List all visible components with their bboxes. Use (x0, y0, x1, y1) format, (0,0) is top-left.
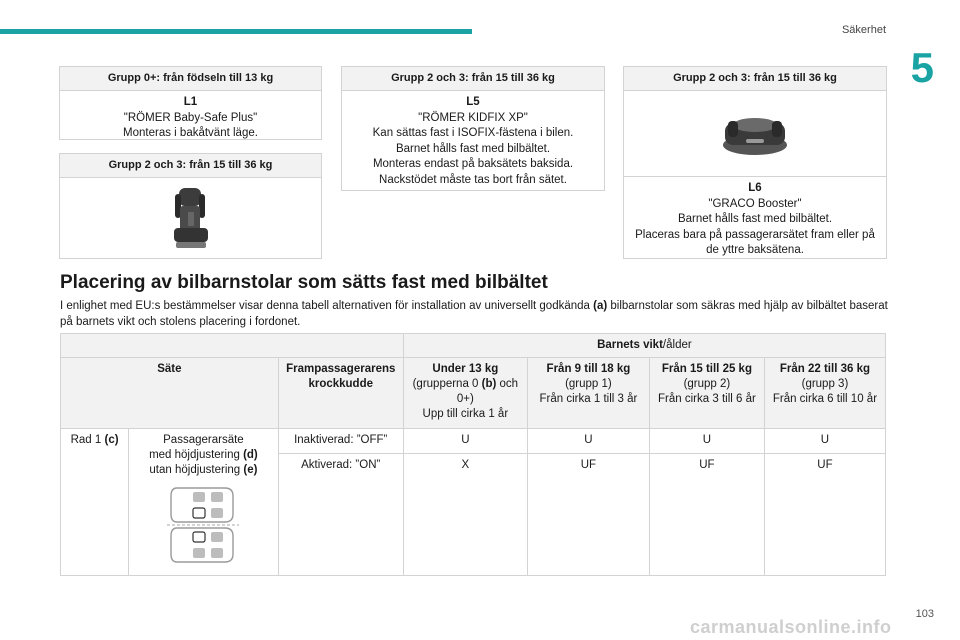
col-weight: Från 15 till 25 kg (661, 363, 752, 375)
row-label (61, 429, 129, 576)
car-seat-position-icon (167, 484, 239, 566)
cell-value: X (403, 453, 527, 575)
col-group (409, 377, 522, 407)
chapter-number: 5 (910, 44, 934, 91)
intro-paragraph (60, 298, 890, 330)
card-title: Grupp 2 och 3: från 15 till 36 kg (624, 67, 886, 91)
seat-line-text: med höjdjustering (149, 449, 244, 461)
seat-card-l1 (59, 66, 322, 140)
col-group: (grupp 1) (565, 378, 612, 390)
seat-line-text: utan höjdjustering (149, 464, 244, 476)
col-weight: Från 9 till 18 kg (546, 363, 631, 375)
cell-value: UF (764, 453, 885, 575)
seat-code: L6 (748, 182, 762, 194)
card-body (624, 177, 886, 264)
cell-value: U (403, 429, 527, 454)
col-airbag: Frampassagerarens krockkudde (278, 358, 403, 429)
seat-note: Kan sättas fast i ISOFIX-fästena i bilen. (372, 127, 574, 139)
cell-value: UF (527, 453, 649, 575)
seat-line (134, 448, 273, 463)
col-age: Upp till cirka 1 år (422, 408, 509, 420)
col-group-text: (grupperna 0 (412, 378, 482, 390)
card-title: Grupp 2 och 3: från 15 till 36 kg (342, 67, 604, 91)
col-age: Från cirka 1 till 3 år (539, 393, 638, 405)
card-title: Grupp 2 och 3: från 15 till 36 kg (60, 154, 321, 178)
booster-cushion-image (624, 91, 886, 177)
seat-name: "GRACO Booster" (708, 197, 802, 210)
col-group: (grupp 3) (801, 378, 849, 390)
footnote-ref: (e) (243, 464, 258, 476)
footnote-ref: (b) (481, 378, 497, 390)
seat-note: Barnet hålls fast med bilbältet. (395, 142, 551, 155)
card-body (342, 91, 604, 193)
col-group-0 (403, 358, 527, 429)
table-header-row (61, 358, 886, 429)
cell-value: U (527, 429, 649, 454)
cell-value: U (764, 429, 885, 454)
col-age: Från cirka 6 till 10 år (772, 393, 878, 405)
seat-note: Nackstödet måste tas bort från sätet. (379, 173, 567, 186)
col-seat: Säte (61, 358, 279, 429)
booster-cushion-icon (720, 109, 790, 159)
airbag-on: Aktiverad: ”ON” (278, 453, 403, 575)
weight-header-suffix: /ålder (662, 339, 692, 351)
footnote-ref: (a) (593, 300, 608, 312)
table-header-row (61, 334, 886, 358)
col-group-3 (764, 358, 885, 429)
seat-card-l6 (623, 66, 887, 259)
seat-name: "RÖMER Baby-Safe Plus" (123, 111, 258, 124)
seat-note: Monteras i bakåtvänt läge. (123, 127, 258, 139)
highback-booster-image (60, 178, 321, 259)
airbag-off: Inaktiverad: ”OFF” (278, 429, 403, 454)
col-weight: Under 13 kg (432, 363, 499, 375)
seat-description (129, 429, 279, 576)
col-group-1 (527, 358, 649, 429)
footnote-ref: (d) (243, 449, 258, 461)
intro-text: I enlighet med EU:s bestämmelser visar denna tabell alternativen för installation av universellt godkända (60, 300, 594, 312)
header-accent-bar (0, 29, 472, 34)
col-weight: Från 22 till 36 kg (779, 363, 870, 375)
seat-card-l5 (341, 66, 605, 191)
seat-code: L5 (466, 96, 480, 108)
card-title: Grupp 0+: från födseln till 13 kg (60, 67, 321, 91)
watermark: carmanualsonline.info (690, 617, 892, 637)
footnote-ref: (c) (104, 434, 119, 446)
highback-booster-icon (166, 186, 216, 252)
table-header-empty (61, 334, 404, 358)
card-body (60, 91, 321, 147)
seat-note: Placeras bara på passagerarsätet fram eller på de yttre baksätena. (635, 228, 875, 256)
weight-header (403, 334, 885, 358)
row-label-text: Rad 1 (70, 434, 105, 446)
col-age: Från cirka 3 till 6 år (658, 393, 756, 405)
seat-line (134, 463, 273, 478)
intro-text: bilbarnstolar som säkras med hjälp av bilbältet baserat på barnets vikt och stolens placering i fordonet. (60, 300, 888, 328)
seat-placement-table (60, 333, 886, 576)
col-group: (grupp 2) (683, 378, 731, 390)
seat-note: Monteras endast på baksätets baksida. (372, 158, 574, 170)
col-group-2 (649, 358, 764, 429)
cell-value: UF (649, 453, 764, 575)
section-heading: Placering av bilbarnstolar som sätts fast med bilbältet (60, 272, 548, 293)
page-number: 103 (915, 608, 934, 620)
section-title: Säkerhet (841, 24, 886, 36)
seat-name: "RÖMER KIDFIX XP" (418, 111, 528, 124)
seat-note: Barnet hålls fast med bilbältet. (677, 213, 833, 225)
weight-header-label: Barnets vikt (597, 339, 663, 351)
col-group-text: och 0+) (456, 378, 519, 405)
cell-value: U (649, 429, 764, 454)
table-row (61, 429, 886, 454)
seat-code: L1 (183, 96, 198, 108)
seat-card-highback (59, 153, 322, 259)
seat-line: Passagerarsäte (163, 434, 244, 446)
